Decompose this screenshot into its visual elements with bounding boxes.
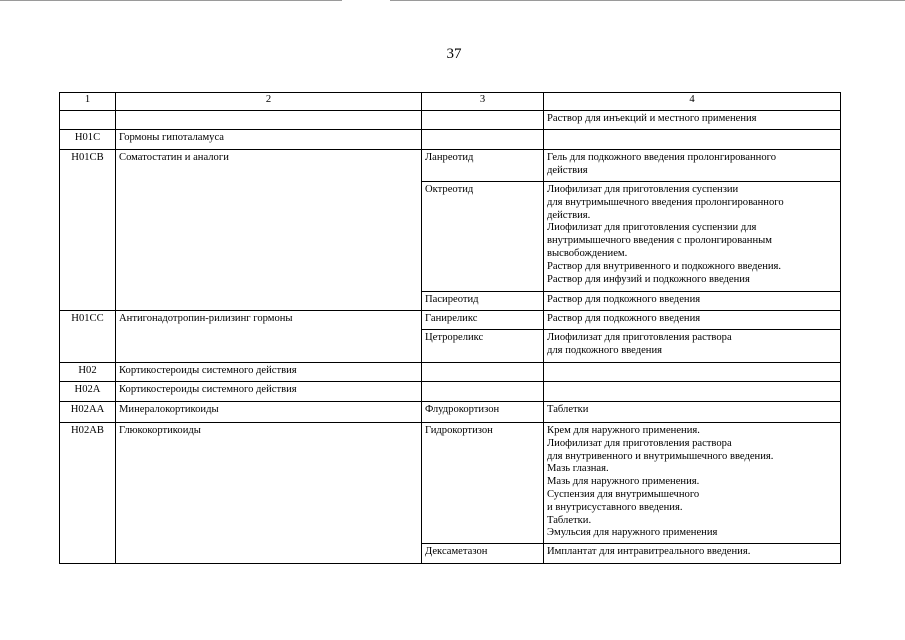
group-name-cell: Кортикостероиды системного действия	[116, 363, 422, 382]
table-row	[60, 330, 841, 363]
table-row	[60, 292, 841, 311]
group-name-cell: Антигонадотропин-рилизинг гормоны	[116, 311, 422, 330]
dosage-form-cell	[544, 382, 841, 402]
dosage-form-cell: Таблетки	[544, 402, 841, 423]
table-row	[60, 150, 841, 182]
atc-code-cell: H02	[60, 363, 116, 382]
drug-name-cell	[422, 111, 544, 130]
dosage-form-cell: Раствор для подкожного введения	[544, 292, 841, 311]
drug-name-cell: Гидрокортизон	[422, 423, 544, 544]
atc-code-cell: H02AA	[60, 402, 116, 423]
group-name-cell: Кортикостероиды системного действия	[116, 382, 422, 402]
medication-table	[59, 92, 841, 564]
dosage-form-cell: Гель для подкожного введения пролонгированного действия	[544, 150, 841, 182]
group-name-cell	[116, 330, 422, 363]
table-row	[60, 544, 841, 564]
drug-name-cell: Октреотид	[422, 182, 544, 292]
dosage-form-cell: Раствор для подкожного введения	[544, 311, 841, 330]
drug-name-cell	[422, 130, 544, 150]
drug-name-cell: Флудрокортизон	[422, 402, 544, 423]
dosage-form-cell: Лиофилизат для приготовления суспензии для внутримышечного введения пролонгированного действия. Лиофилизат для приготовления суспензии для внутримышечного введения с пролонгированным высвобождением. Раствор для внутривенного и подкожного введения. Раствор для инфузий и подкожного введения	[544, 182, 841, 292]
table-row	[60, 382, 841, 402]
table-row	[60, 111, 841, 130]
atc-code-cell	[60, 292, 116, 311]
dosage-form-cell	[544, 363, 841, 382]
drug-name-cell: Пасиреотид	[422, 292, 544, 311]
dosage-form-cell	[544, 130, 841, 150]
group-name-cell: Соматостатин и аналоги	[116, 150, 422, 182]
table-row	[60, 130, 841, 150]
atc-code-cell	[60, 111, 116, 130]
drug-name-cell: Ганиреликс	[422, 311, 544, 330]
atc-code-cell	[60, 182, 116, 292]
table-header-row	[60, 93, 841, 111]
group-name-cell: Гормоны гипоталамуса	[116, 130, 422, 150]
dosage-form-cell: Раствор для инъекций и местного применения	[544, 111, 841, 130]
group-name-cell: Минералокортикоиды	[116, 402, 422, 423]
drug-name-cell: Ланреотид	[422, 150, 544, 182]
drug-name-cell	[422, 363, 544, 382]
atc-code-cell: H01C	[60, 130, 116, 150]
table-row	[60, 363, 841, 382]
atc-code-cell: H01CC	[60, 311, 116, 330]
drug-name-cell: Цетрореликс	[422, 330, 544, 363]
header-cell-3: 3	[422, 93, 544, 111]
drug-name-cell	[422, 382, 544, 402]
group-name-cell	[116, 182, 422, 292]
table-row	[60, 182, 841, 292]
page-number: 37	[446, 46, 462, 62]
table-row	[60, 402, 841, 423]
group-name-cell	[116, 111, 422, 130]
group-name-cell: Глюкокортикоиды	[116, 423, 422, 544]
atc-code-cell: H02AB	[60, 423, 116, 544]
group-name-cell	[116, 544, 422, 564]
header-cell-2: 2	[116, 93, 422, 111]
atc-code-cell: H01CB	[60, 150, 116, 182]
top-border-line	[0, 0, 342, 1]
header-cell-1: 1	[60, 93, 116, 111]
drug-name-cell: Дексаметазон	[422, 544, 544, 564]
atc-code-cell: H02A	[60, 382, 116, 402]
atc-code-cell	[60, 544, 116, 564]
header-cell-4: 4	[544, 93, 841, 111]
atc-code-cell	[60, 330, 116, 363]
dosage-form-cell: Имплантат для интравитреального введения.	[544, 544, 841, 564]
dosage-form-cell: Крем для наружного применения. Лиофилизат для приготовления раствора для внутривенного и внутримышечного введения. Мазь глазная. Мазь для наружного применения. Суспензия для внутримышечного и внутрисуставного введения. Таблетки. Эмульсия для наружного применения	[544, 423, 841, 544]
group-name-cell	[116, 292, 422, 311]
table-row	[60, 423, 841, 544]
table-row	[60, 311, 841, 330]
top-border-line	[390, 0, 905, 1]
dosage-form-cell: Лиофилизат для приготовления раствора для подкожного введения	[544, 330, 841, 363]
